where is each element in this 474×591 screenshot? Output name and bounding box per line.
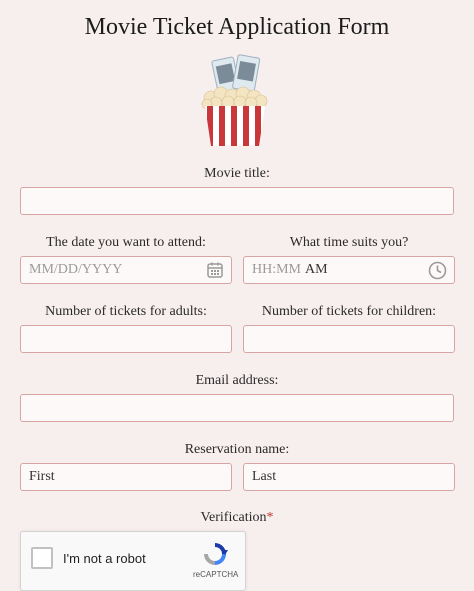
date-placeholder: MM/DD/YYYY [29,262,123,277]
time-label: What time suits you? [289,235,409,250]
date-label: The date you want to attend: [46,235,206,250]
time-ampm[interactable]: AM [305,262,328,277]
adults-label: Number of tickets for adults: [45,304,207,319]
clock-icon[interactable] [428,261,447,280]
adults-tickets-input[interactable] [20,325,232,353]
first-name-placeholder: First [29,469,55,484]
children-tickets-input[interactable] [243,325,455,353]
reservation-label: Reservation name: [184,442,290,457]
verification-label [0,510,474,526]
required-marker: * [266,510,274,525]
recaptcha-logo-icon [201,540,229,568]
date-input[interactable] [20,256,232,284]
time-input[interactable] [243,256,455,284]
first-name-input[interactable] [20,463,232,491]
recaptcha-brand: reCAPTCHA [193,570,239,579]
form-title: Movie Ticket Application Form [84,14,390,40]
movie-title-label: Movie title: [204,166,270,181]
recaptcha-widget [20,531,246,591]
recaptcha-label: I'm not a robot [63,551,146,566]
last-name-placeholder: Last [252,469,277,484]
calendar-icon[interactable] [206,261,224,279]
email-label: Email address: [195,373,279,388]
movie-title-input[interactable] [20,187,454,215]
last-name-input[interactable] [243,463,455,491]
children-label: Number of tickets for children: [261,304,437,319]
email-input[interactable] [20,394,454,422]
popcorn-tickets-icon [199,54,271,146]
time-placeholder: HH:MM [252,262,302,277]
recaptcha-checkbox[interactable] [31,547,53,569]
verification-text: Verification [200,510,267,525]
